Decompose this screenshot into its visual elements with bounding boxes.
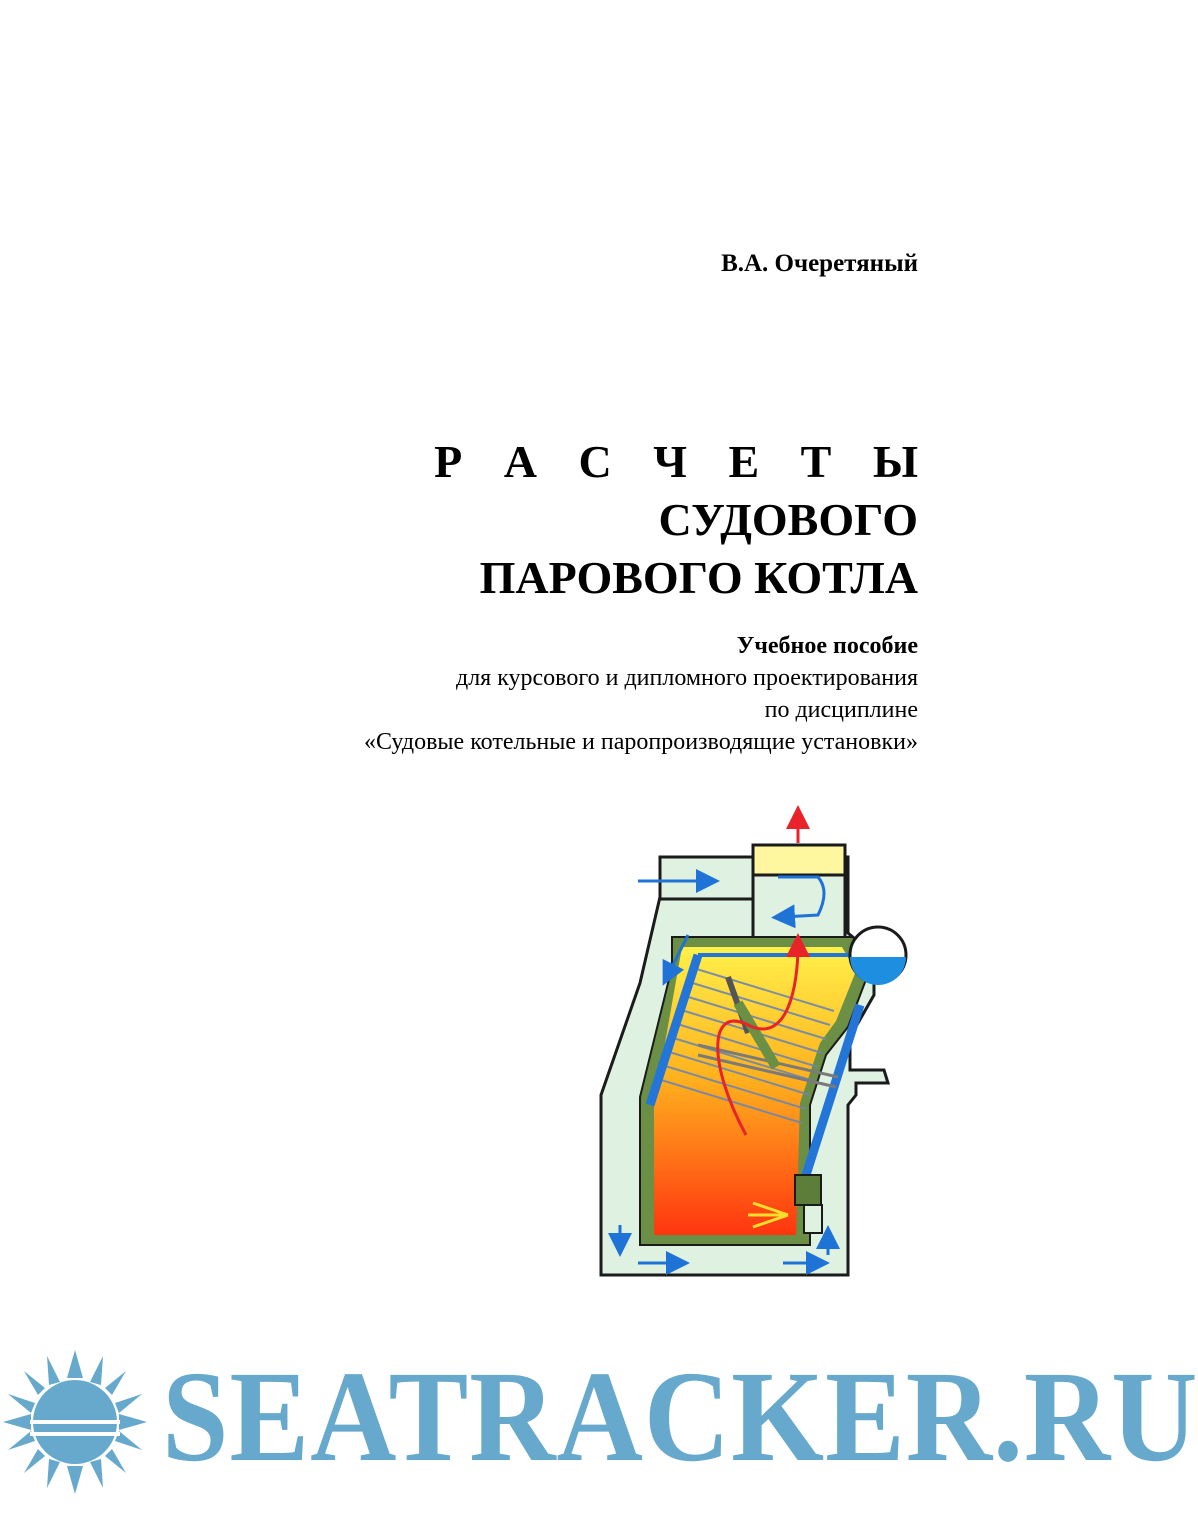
watermark-text: SEATRACKER.RU	[162, 1345, 1198, 1489]
air-heater	[753, 875, 845, 939]
burner	[795, 1175, 821, 1205]
subtitle-line-1: для курсового и дипломного проектирования	[455, 665, 918, 691]
flue-uptake	[753, 845, 845, 875]
subtitle-line-2: по дисциплине	[764, 697, 918, 723]
title-line-3: ПАРОВОГО КОТЛА	[479, 552, 918, 603]
title-line-1: Р А С Ч Е Т Ы	[434, 436, 933, 487]
subtitle-line-3: «Судовые котельные и паропроизводящие установки»	[363, 729, 918, 755]
publication-kind: Учебное пособие	[736, 633, 918, 659]
book-title	[434, 433, 933, 607]
air-inlet-duct	[660, 857, 760, 899]
sun-icon	[3, 1350, 147, 1494]
boiler-diagram	[598, 805, 898, 1285]
author-name: В.А. Очеретяный	[721, 250, 918, 277]
title-line-2: СУДОВОГО	[658, 494, 918, 545]
subtitle-block	[364, 630, 918, 758]
